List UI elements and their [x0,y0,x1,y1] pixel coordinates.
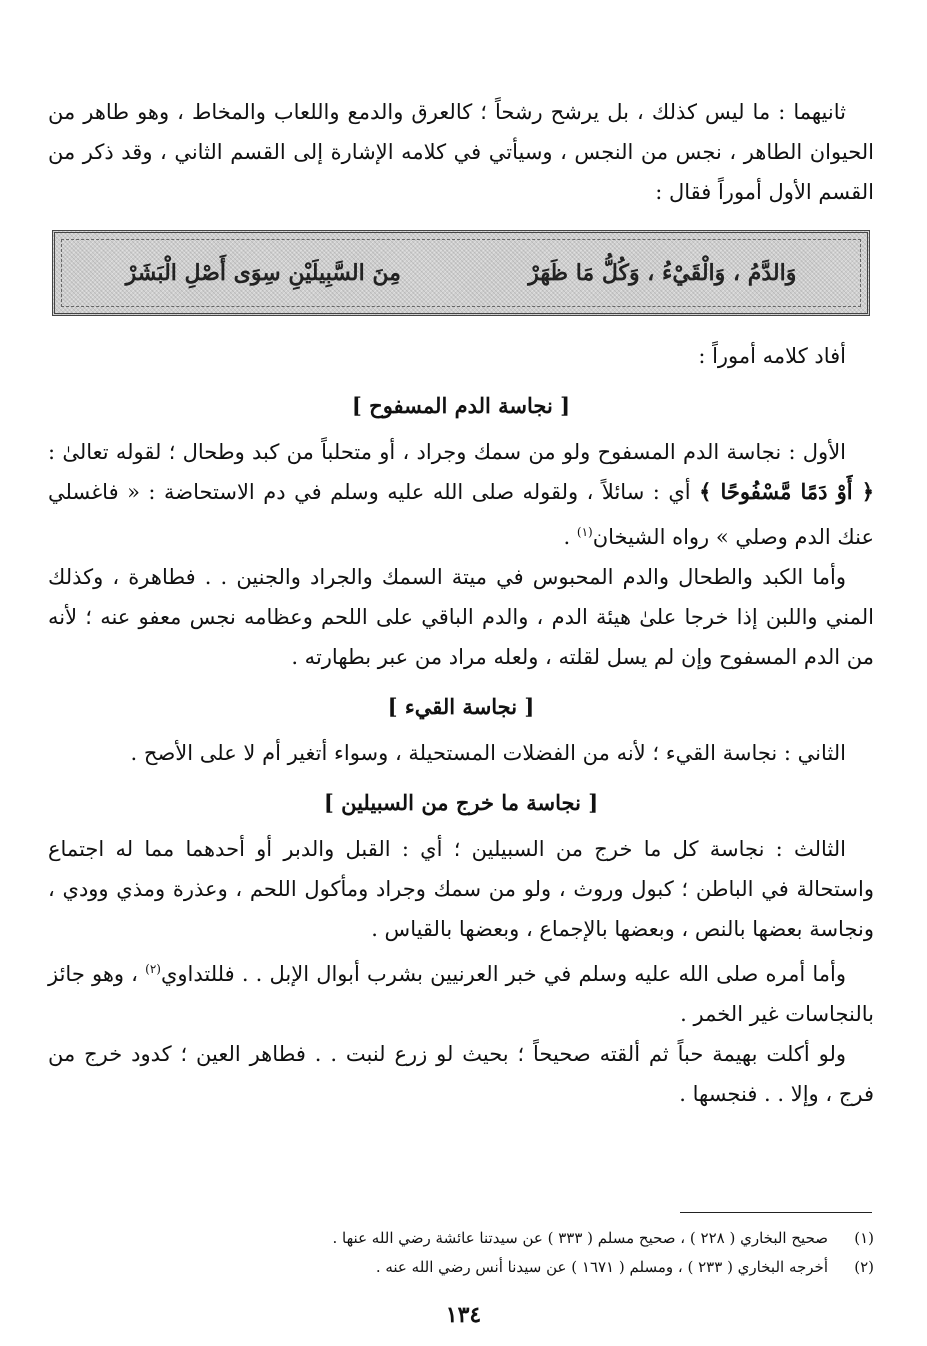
paragraph-second-point: الثاني : نجاسة القيء ؛ لأنه من الفضلات المستحيلة ، وسواء أتغير أم لا على الأصح . [130,741,846,765]
paragraph-third-point: الثالث : نجاسة كل ما خرج من السبيلين ؛ أي : القبل والدبر أو أحدهما مما له اجتماع واستحالة في الباطن ؛ كبول وروث ، ولو من سمك وجراد ومأكول اللحم ، وعذرة ومذي وودي ، ونجاسة بعضها بالنص ، وبعضها بالإجماع ، وبعضها بالقياس . [48,837,874,941]
paragraph-urayniyyin [48,949,874,1034]
paragraph-seeds: ولو أكلت بهيمة حباً ثم ألقته صحيحاً ؛ بحيث لو زرع لنبت . . فطاهر العين ؛ كدود خرج من فرج ، وإلا . . فنجسها . [48,1042,874,1106]
footnote-divider [680,1212,872,1213]
verse-second-hemistich: مِنَ السَّبِيلَيْنِ سِوَى أَصْلِ الْبَشَرْ [125,260,401,286]
footnote-item [48,1253,874,1282]
footnote-item [48,1224,874,1253]
footnote-text: أخرجه البخاري ( ٢٣٣ ) ، ومسلم ( ١٦٧١ ) عن سيدنا أنس رضي الله عنه . [375,1258,828,1276]
paragraph-summary: أفاد كلامه أموراً : [698,344,846,368]
footnotes [48,1224,874,1282]
footnote-ref-1[interactable]: (١) [576,525,593,539]
page-number: ١٣٤ [445,1302,482,1328]
section-heading-vomit: [ نجاسة القيء ] [387,694,535,719]
paragraph-text: . [563,525,577,549]
footnote-number: (١) [854,1229,874,1247]
section-heading-blood: [ نجاسة الدم المسفوح ] [351,393,571,418]
paragraph-text: وأما أمره صلى الله عليه وسلم في خبر العرنيين بشرب أبوال الإبل . . فللتداوي [160,962,846,986]
paragraph-intro: ثانيهما : ما ليس كذلك ، بل يرشح رشحاً ؛ كالعرق والدمع واللعاب والمخاط ، وهو طاهر من الحيوان الطاهر ، نجس من النجس ، وسيأتي في كلامه الإشارة إلى القسم الثاني ، وقد ذكر من القسم الأول أموراً فقال : [48,100,874,204]
paragraph-text: الأول : نجاسة الدم المسفوح ولو من سمك وجراد ، أو متحلباً من كبد وطحال ؛ لقوله تعالىٰ : [48,440,846,464]
verse-first-hemistich: وَالدَّمُ ، وَالْقَيْءُ ، وَكُلُّ مَا ظَهَرْ [528,260,797,286]
paragraph-text: ، وهو جائز بالنجاسات غير الخمر . [48,962,874,1026]
quran-quote: ﴿ أَوْ دَمًا مَّسْفُوحًا ﴾ [699,479,875,504]
page-body [48,92,874,1114]
verse-inner-frame [61,239,861,307]
footnote-number: (٢) [854,1258,874,1276]
paragraph-liver-spleen: وأما الكبد والطحال والدم المحبوس في ميتة السمك والجراد والجنين . . فطاهرة ، وكذلك المني واللبن إذا خرجا علىٰ هيئة الدم ، والدم الباقي على اللحم وعظامه نجس معفو عنه ؛ لأنه من الدم المسفوح وإن لم يسل لقلته ، ولعله مراد من عبر بطهارته . [48,565,874,669]
section-heading-two-passages: [ نجاسة ما خرج من السبيلين ] [323,790,599,815]
footnote-ref-2[interactable]: (٢) [145,962,161,976]
verse-frame [52,230,870,316]
footnote-text: صحيح البخاري ( ٢٢٨ ) ، صحيح مسلم ( ٣٣٣ ) عن سيدتنا عائشة رضي الله عنها . [332,1229,828,1247]
paragraph-text: أي : سائلاً ، ولقوله صلى الله عليه وسلم في دم الاستحاضة : « فاغسلي عنك الدم وصلي » رواه الشيخان [48,480,874,549]
paragraph-first-point [48,432,874,557]
